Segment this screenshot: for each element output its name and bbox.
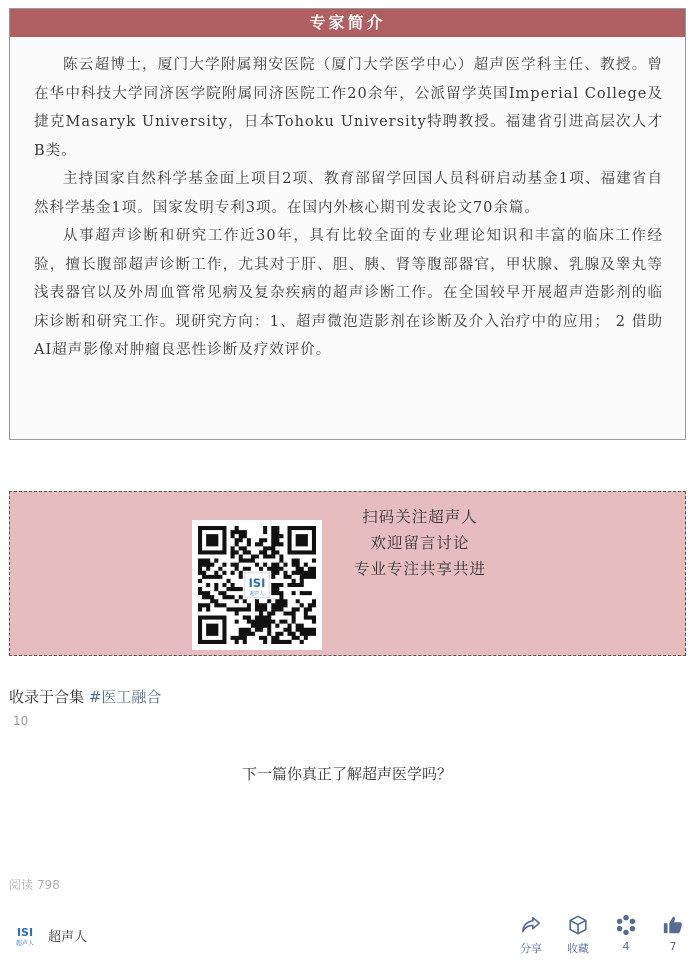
- promo-text: [340, 504, 500, 582]
- read-count: 阅读 798: [9, 878, 60, 892]
- collection-prefix: 收录于合集: [9, 688, 85, 706]
- expert-intro-header: 专家简介: [10, 9, 685, 37]
- thumbs-up-count: 7: [669, 940, 677, 953]
- svg-text:ISI: ISI: [16, 926, 34, 939]
- qr-promo-card: [9, 491, 686, 656]
- expert-intro-body: [10, 37, 685, 365]
- intro-paragraph: 从事超声诊断和研究工作近30年，具有比较全面的专业理论知识和丰富的临床工作经验，擅长腹部超声诊断工作，尤其对于肝、胆、胰、肾等腹部器官，甲状腺、乳腺及睾丸等浅表器官以及外周血管常见病及复杂疾病的超声诊断工作。在全国较早开展超声造影剂的临床诊断和研究工作。现研究方向：1、超声微泡造影剂在诊断及介入治疗中的应用； 2 借助AI超声影像对肿瘤良恶性诊断及疗效评价。: [34, 228, 663, 358]
- collection-info: [9, 686, 161, 707]
- thumbs-up-button[interactable]: [651, 914, 694, 953]
- thumbs-up-icon: [662, 914, 684, 936]
- next-article-link[interactable]: 下一篇你真正了解超声医学吗？: [241, 765, 452, 783]
- flower-icon: [615, 914, 637, 936]
- like-count: 4: [622, 940, 630, 953]
- intro-paragraph: 陈云超博士，厦门大学附属翔安医院（厦门大学医学中心）超声医学科主任、教授。曾在华中科技大学同济医学院附属同济医院工作20余年，公派留学英国Imperial College及捷克Masaryk University，日本Tohoku University特聘教授。福建省引进高层次人才B类。: [34, 57, 663, 159]
- account-name: 超声人: [48, 929, 88, 945]
- account-link[interactable]: [12, 922, 87, 948]
- promo-line: 扫码关注超声人: [362, 508, 478, 526]
- promo-line: 欢迎留言讨论: [370, 534, 470, 552]
- qr-code[interactable]: [192, 520, 322, 650]
- account-logo-icon: [12, 922, 38, 948]
- share-label: 分享: [520, 942, 542, 955]
- svg-text:超声人: 超声人: [15, 940, 35, 947]
- expert-intro-card: [9, 8, 686, 440]
- svg-text:超声人: 超声人: [249, 591, 265, 598]
- favorite-button[interactable]: [556, 914, 600, 956]
- like-button[interactable]: [604, 914, 648, 953]
- share-icon: [520, 914, 542, 936]
- promo-line: 专业专注共享共进: [353, 560, 486, 578]
- svg-text:ISI: ISI: [248, 576, 266, 591]
- share-button[interactable]: [509, 914, 553, 956]
- bottom-action-bar: [0, 910, 694, 971]
- collection-count: 10: [13, 714, 29, 728]
- favorite-label: 收藏: [567, 942, 589, 955]
- cube-icon: [567, 914, 589, 936]
- intro-paragraph: 主持国家自然科学基金面上项目2项、教育部留学回国人员科研启动基金1项、福建省自然科学基金1项。国家发明专利3项。在国内外核心期刊发表论文70余篇。: [34, 171, 663, 216]
- collection-tag-link[interactable]: #医工融合: [88, 688, 162, 706]
- qr-code-image: [198, 526, 316, 644]
